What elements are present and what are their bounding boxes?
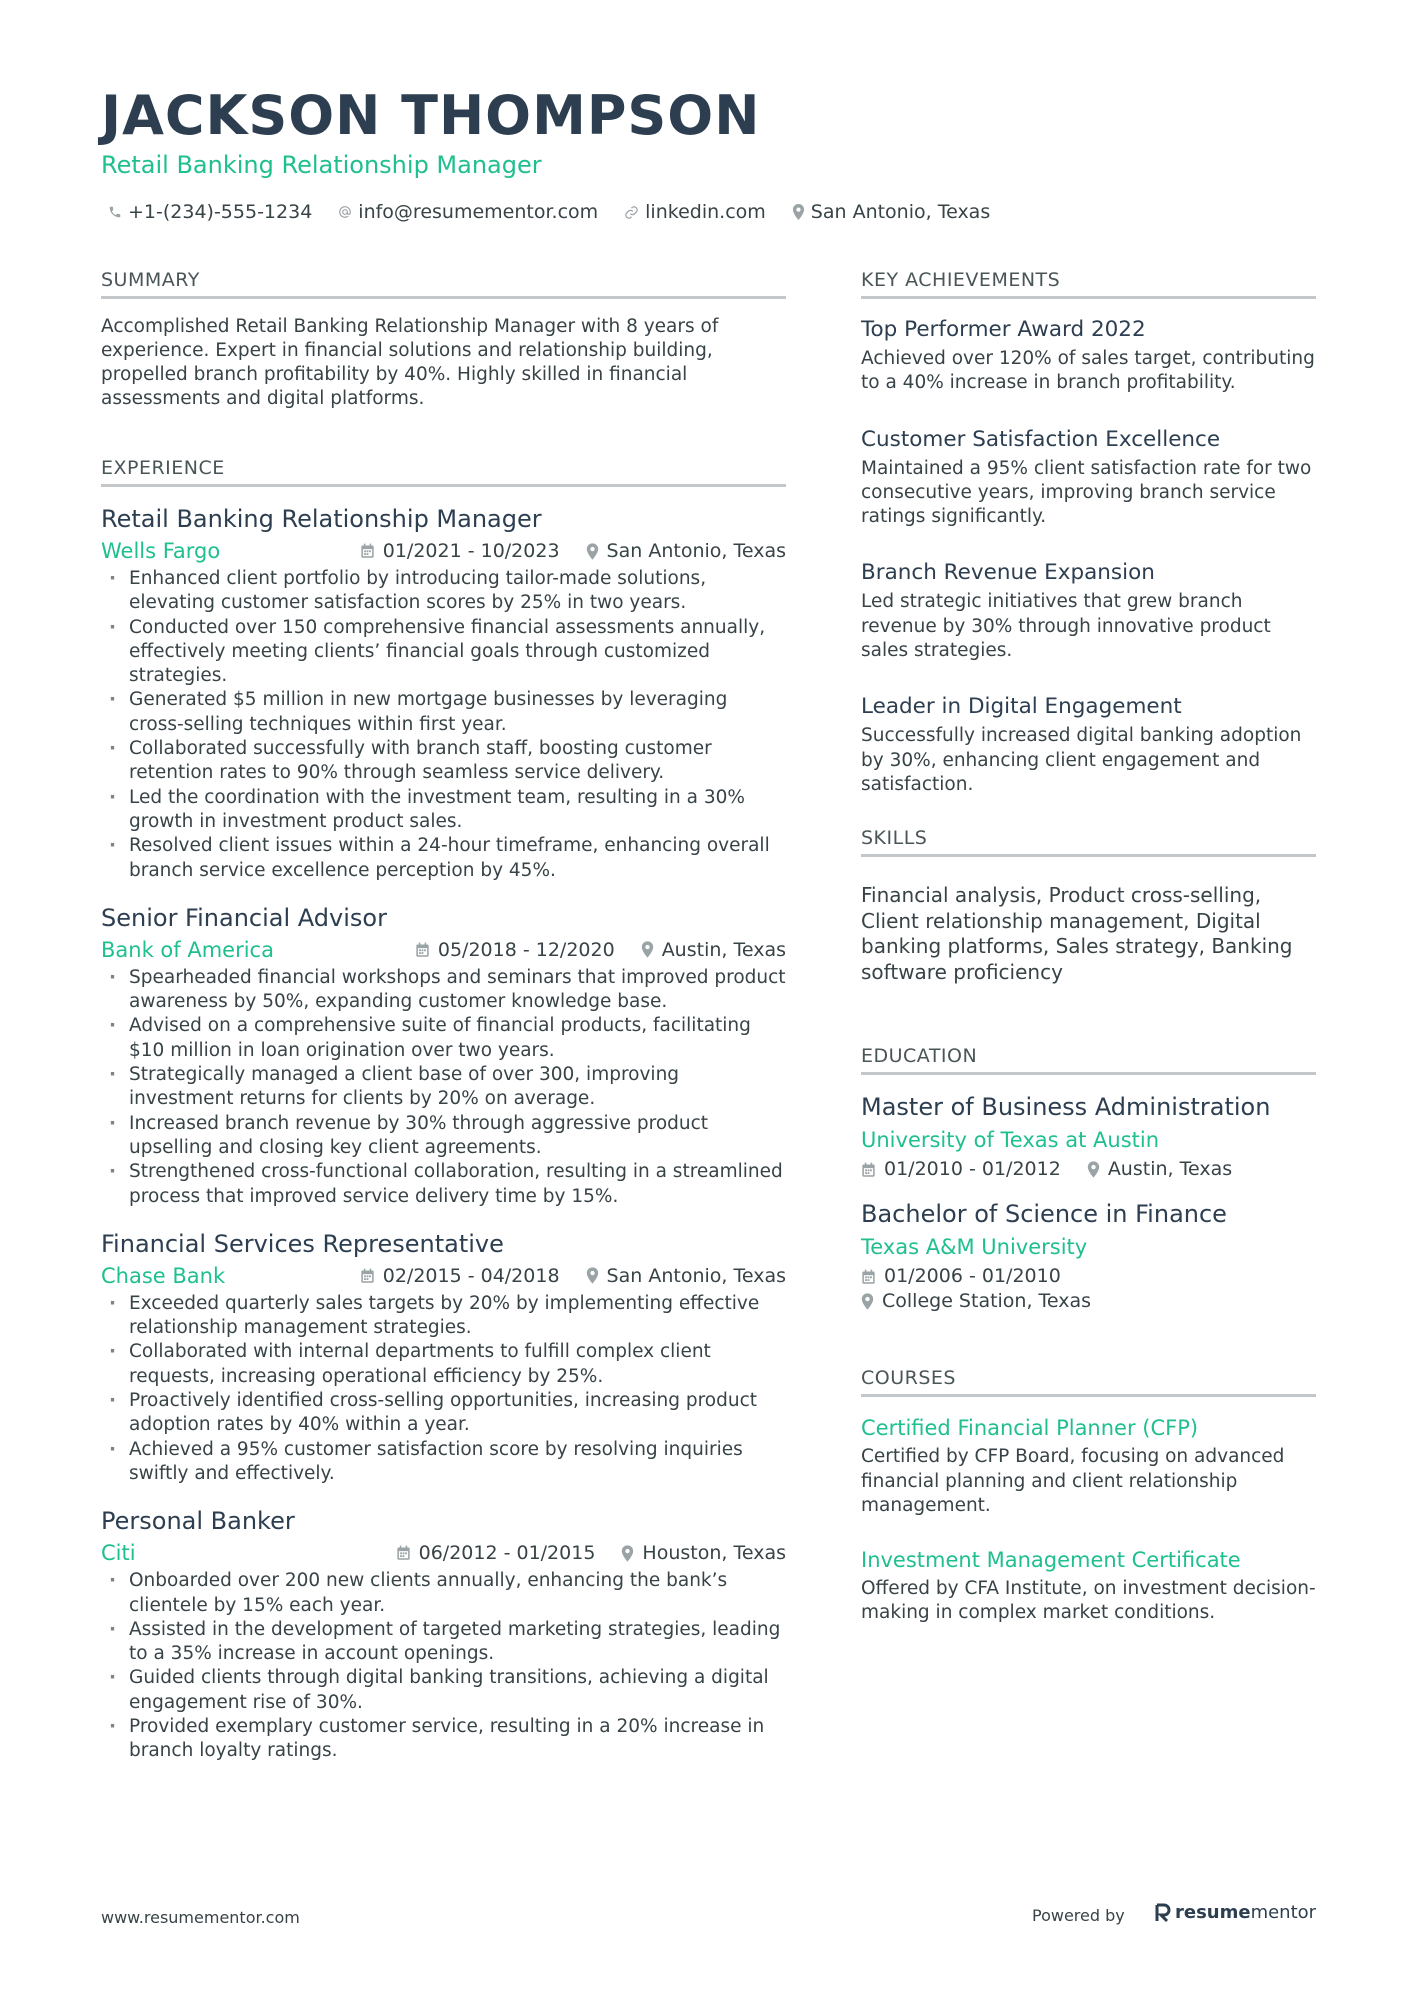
phone-icon xyxy=(108,205,122,219)
education-heading: EDUCATION xyxy=(861,1044,1316,1075)
job-bullet: · Generated $5 million in new mortgage businesses by leveraging cross-selling techniques within first year. xyxy=(101,688,786,737)
education-entry xyxy=(861,1091,1316,1182)
email-text: info@resumementor.com xyxy=(358,201,599,223)
contact-email[interactable] xyxy=(338,201,598,223)
course-description: Certified by CFP Board, focusing on advanced financial planning and client relationship management. xyxy=(861,1446,1285,1516)
map-pin-icon xyxy=(641,941,654,958)
candidate-headline: Retail Banking Relationship Manager xyxy=(101,151,542,179)
footer-website[interactable]: www.resumementor.com xyxy=(101,1908,300,1927)
contact-bar xyxy=(108,197,1016,227)
calendar-icon xyxy=(360,1268,375,1284)
job-location xyxy=(586,540,786,562)
job-bullet: · Conducted over 150 comprehensive financial assessments annually, effectively meeting clients’ financial goals through customized strategies. xyxy=(101,616,786,689)
at-icon xyxy=(338,205,352,219)
job-company: Citi xyxy=(101,1541,136,1566)
courses-heading: COURSES xyxy=(861,1366,1316,1397)
job-bullet: · Increased branch revenue by 30% through aggressive product upselling and closing key client agreements. xyxy=(101,1112,786,1161)
education-dates-text: 01/2010 - 01/2012 xyxy=(884,1158,1061,1181)
education-meta xyxy=(861,1264,1316,1314)
job-bullet: · Resolved client issues within a 24-hour timeframe, enhancing overall branch service excellence perception by 45%. xyxy=(101,834,786,883)
education-meta xyxy=(861,1157,1316,1182)
resumementor-logo-icon xyxy=(1155,1903,1171,1923)
experience-entry xyxy=(101,1228,786,1486)
phone-text: +1-(234)-555-1234 xyxy=(128,201,313,223)
job-company: Chase Bank xyxy=(101,1263,226,1288)
job-meta xyxy=(101,1537,786,1569)
calendar-icon xyxy=(360,543,375,559)
calendar-icon xyxy=(415,942,430,958)
achievement-description: Led strategic initiatives that grew branch revenue by 30% through innovative product sales strategies. xyxy=(861,591,1271,662)
job-bullet: · Collaborated successfully with branch staff, boosting customer retention rates to 90% through seamless service delivery. xyxy=(101,737,786,786)
achievement-entry xyxy=(861,558,1316,663)
job-bullet: · Collaborated with internal departments to fulfill complex client requests, increasing operational efficiency by 25%. xyxy=(101,1340,786,1389)
course-title: Certified Financial Planner (CFP) xyxy=(861,1416,1199,1441)
job-bullet: · Enhanced client portfolio by introducing tailor-made solutions, elevating customer satisfaction scores by 25% in two years. xyxy=(101,567,786,616)
job-location xyxy=(586,1265,786,1287)
job-dates-text: 06/2012 - 01/2015 xyxy=(418,1542,596,1565)
achievement-title: Top Performer Award 2022 xyxy=(861,317,1146,342)
right-column xyxy=(861,268,1316,1653)
location-text: San Antonio, Texas xyxy=(810,201,991,223)
education-location xyxy=(1087,1157,1232,1182)
map-pin-icon xyxy=(1087,1161,1100,1178)
achievement-entry xyxy=(861,425,1316,530)
skills-heading: SKILLS xyxy=(861,826,1316,857)
job-dates-text: 01/2021 - 10/2023 xyxy=(382,540,560,562)
job-bullet: · Advised on a comprehensive suite of financial products, facilitating $10 million in loan origination over two years. xyxy=(101,1014,786,1063)
education-dates xyxy=(861,1264,1061,1289)
education-location-text: College Station, Texas xyxy=(882,1290,1092,1313)
job-company: Bank of America xyxy=(101,937,274,962)
course-entry xyxy=(861,1545,1316,1626)
job-bullets xyxy=(101,1292,786,1486)
job-dates xyxy=(360,540,560,562)
job-bullet: · Proactively identified cross-selling opportunities, increasing product adoption rates by 40% within a year. xyxy=(101,1389,786,1438)
job-location xyxy=(621,1542,786,1564)
education-school: University of Texas at Austin xyxy=(861,1128,1160,1153)
job-title: Personal Banker xyxy=(101,1507,295,1536)
job-bullet: · Guided clients through digital banking transitions, achieving a digital engagement rise of 30%. xyxy=(101,1666,786,1715)
achievement-title: Branch Revenue Expansion xyxy=(861,560,1155,586)
logo-text-rest: mentor xyxy=(1250,1902,1317,1923)
achievement-entry xyxy=(861,315,1316,396)
map-pin-icon xyxy=(586,543,599,560)
education-location xyxy=(861,1289,1091,1314)
job-dates xyxy=(415,939,615,961)
summary-text: Accomplished Retail Banking Relationship Manager with 8 years of experience. Expert in financial solutions and relationship building, propelled branch profitability by 40%. Highly skilled in financial assessments and digital platforms. xyxy=(101,316,719,409)
map-pin-icon xyxy=(621,1545,634,1562)
course-title: Investment Management Certificate xyxy=(861,1548,1241,1573)
education-degree: Master of Business Administration xyxy=(861,1093,1271,1122)
job-meta xyxy=(101,1260,786,1292)
job-bullet: · Spearheaded financial workshops and seminars that improved product awareness by 50%, expanding customer knowledge base. xyxy=(101,966,786,1015)
achievement-description: Successfully increased digital banking adoption by 30%, enhancing client engagement and satisfaction. xyxy=(861,725,1302,795)
calendar-icon xyxy=(861,1162,876,1178)
link-icon xyxy=(624,205,639,220)
contact-phone[interactable] xyxy=(108,201,312,223)
footer-powered-by: Powered by xyxy=(1032,1906,1125,1925)
job-bullet: · Onboarded over 200 new clients annually, enhancing the bank’s clientele by 15% each year. xyxy=(101,1569,786,1618)
experience-entry xyxy=(101,902,786,1209)
course-entry xyxy=(861,1413,1316,1518)
skills-text: Financial analysis, Product cross-selling, Client relationship management, Digital banking platforms, Sales strategy, Banking software proficiency xyxy=(861,883,1293,984)
job-bullets xyxy=(101,1569,786,1763)
course-description: Offered by CFA Institute, on investment decision-making in complex market conditions. xyxy=(861,1578,1316,1624)
job-bullet: · Strategically managed a client base of over 300, improving investment returns for clients by 20% on average. xyxy=(101,1063,786,1112)
education-list xyxy=(861,1091,1316,1314)
education-degree: Bachelor of Science in Finance xyxy=(861,1200,1227,1229)
job-bullet: · Led the coordination with the investment team, resulting in a 30% growth in investment product sales. xyxy=(101,786,786,835)
education-entry xyxy=(861,1198,1316,1314)
footer-logo[interactable] xyxy=(1155,1902,1316,1923)
logo-text-bold: resume xyxy=(1175,1902,1251,1923)
achievement-description: Maintained a 95% client satisfaction rate for two consecutive years, improving branch service ratings significantly. xyxy=(861,457,1312,528)
job-dates xyxy=(396,1542,596,1564)
courses-list xyxy=(861,1413,1316,1625)
job-location-text: San Antonio, Texas xyxy=(606,1264,786,1287)
job-location-text: Houston, Texas xyxy=(642,1542,786,1565)
map-pin-icon xyxy=(861,1293,874,1310)
job-bullet: · Exceeded quarterly sales targets by 20% by implementing effective relationship management strategies. xyxy=(101,1292,786,1341)
experience-entry xyxy=(101,503,786,883)
job-bullet: · Strengthened cross-functional collaboration, resulting in a streamlined process that improved service delivery time by 15%. xyxy=(101,1160,786,1209)
job-location-text: Austin, Texas xyxy=(661,938,786,961)
contact-linkedin[interactable] xyxy=(624,201,766,223)
job-location xyxy=(641,939,786,961)
summary-heading: SUMMARY xyxy=(101,268,786,299)
contact-location xyxy=(792,201,990,223)
job-bullet: · Assisted in the development of targeted marketing strategies, leading to a 35% increase in account openings. xyxy=(101,1618,786,1667)
linkedin-text: linkedin.com xyxy=(645,201,766,223)
achievements-list xyxy=(861,315,1316,797)
left-column xyxy=(101,268,786,1783)
achievement-description: Achieved over 120% of sales target, contributing to a 40% increase in branch profitability. xyxy=(861,348,1315,394)
achievement-title: Leader in Digital Engagement xyxy=(861,694,1182,720)
job-bullet: · Achieved a 95% customer satisfaction score by resolving inquiries swiftly and effectively. xyxy=(101,1438,786,1487)
experience-heading: EXPERIENCE xyxy=(101,456,786,487)
map-pin-icon xyxy=(792,204,805,220)
candidate-name: JACKSON THOMPSON xyxy=(101,84,761,147)
achievement-title: Customer Satisfaction Excellence xyxy=(861,426,1221,452)
job-dates-text: 02/2015 - 04/2018 xyxy=(382,1264,560,1287)
education-dates xyxy=(861,1157,1061,1182)
experience-entry xyxy=(101,1505,786,1763)
job-title: Senior Financial Advisor xyxy=(101,903,387,932)
experience-list xyxy=(101,503,786,1764)
job-title: Financial Services Representative xyxy=(101,1229,504,1258)
map-pin-icon xyxy=(586,1267,599,1284)
job-bullet: · Provided exemplary customer service, resulting in a 20% increase in branch loyalty ratings. xyxy=(101,1715,786,1764)
education-location-text: Austin, Texas xyxy=(1107,1158,1233,1181)
education-school: Texas A&M University xyxy=(861,1235,1088,1260)
calendar-icon xyxy=(861,1269,876,1285)
job-dates xyxy=(360,1265,560,1287)
calendar-icon xyxy=(396,1545,411,1561)
job-company: Wells Fargo xyxy=(101,539,221,563)
job-location-text: San Antonio, Texas xyxy=(606,540,786,562)
job-meta xyxy=(101,934,786,966)
achievements-heading: KEY ACHIEVEMENTS xyxy=(861,268,1316,299)
achievement-entry xyxy=(861,692,1316,797)
job-bullets xyxy=(101,567,786,883)
job-bullets xyxy=(101,966,786,1209)
job-meta xyxy=(101,535,786,567)
job-title: Retail Banking Relationship Manager xyxy=(101,505,542,533)
education-dates-text: 01/2006 - 01/2010 xyxy=(884,1265,1061,1288)
job-dates-text: 05/2018 - 12/2020 xyxy=(437,938,615,961)
